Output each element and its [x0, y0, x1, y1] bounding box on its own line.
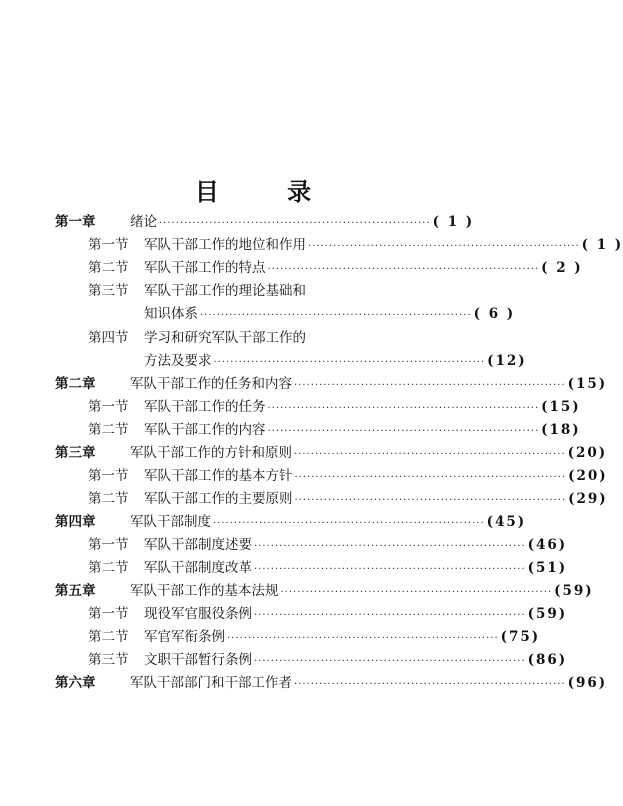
entry-title: 军队干部工作的基本法规 [130, 583, 279, 599]
toc-entry-chapter [55, 212, 475, 234]
page-number: (45) [486, 514, 527, 530]
dot-leader: ································································· [254, 564, 526, 575]
toc-entry-chapter [55, 581, 594, 603]
entry-title: 军队干部工作的基本方针 [144, 468, 293, 484]
page-number: (29) [568, 491, 608, 507]
toc-entry-chapter [55, 443, 608, 465]
dot-leader: ································································· [294, 449, 566, 460]
entry-title: 军队干部工作的理论基础和 [144, 283, 306, 299]
toc-entry-section [88, 604, 568, 626]
page-number: (12) [487, 353, 527, 369]
dot-leader: ································································· [213, 518, 485, 529]
page-number: (59) [527, 606, 568, 622]
page-number: ( 2 ) [541, 260, 583, 276]
toc-entry-section [88, 489, 608, 511]
entry-title: 方法及要求 [144, 353, 212, 369]
entry-title: 军队干部制度改革 [144, 560, 252, 576]
entry-title: 知识体系 [144, 306, 198, 322]
entry-title: 军队干部工作的特点 [144, 260, 266, 276]
entry-title: 军官军衔条例 [144, 629, 225, 645]
dot-leader: ································································· [159, 218, 431, 229]
chapter-number: 第二章 [55, 376, 96, 392]
page-number: (51) [527, 560, 568, 576]
section-number: 第一节 [88, 237, 129, 253]
entry-title: 军队干部制度述要 [144, 537, 252, 553]
dot-leader: ································································· [254, 541, 526, 552]
page-number: (46) [527, 537, 568, 553]
dot-leader: ································································· [227, 633, 499, 644]
chapter-number: 第五章 [55, 583, 96, 599]
page-number: (20) [568, 468, 608, 484]
dot-leader: ································································· [200, 310, 472, 321]
toc-entry-section [88, 328, 442, 348]
entry-title: 军队干部工作的内容 [144, 422, 266, 438]
entry-title: 军队干部工作的方针和原则 [130, 445, 292, 461]
toc-entry-chapter [55, 673, 608, 695]
dot-leader: ································································· [280, 587, 553, 598]
entry-title: 文职干部暂行条例 [144, 652, 252, 668]
page-title: 目 录 [194, 177, 342, 206]
toc-entry-chapter [55, 512, 527, 534]
page-number: ( 6 ) [473, 306, 516, 322]
page-number: (96) [567, 675, 608, 691]
page-number: (15) [567, 376, 608, 392]
toc-entry-section [88, 235, 623, 257]
dot-leader: ································································· [294, 495, 567, 506]
entry-title: 绪论 [130, 214, 157, 230]
section-number: 第一节 [88, 399, 129, 415]
entry-title: 学习和研究军队干部工作的 [144, 330, 306, 346]
dot-leader: ································································· [213, 357, 486, 368]
page-number: (86) [527, 652, 568, 668]
dot-leader: ································································· [254, 656, 526, 667]
section-number: 第四节 [88, 330, 129, 346]
toc-entry-section [88, 535, 568, 557]
toc-entry-section [88, 627, 541, 649]
section-number: 第二节 [88, 260, 129, 276]
page-number: (75) [500, 629, 541, 645]
toc-entry-section [88, 258, 583, 280]
section-number: 第一节 [88, 606, 129, 622]
dot-leader: ································································· [267, 403, 540, 414]
page-number: (18) [541, 422, 581, 438]
toc-entry-continuation [144, 304, 516, 326]
toc-entry-section [88, 650, 568, 672]
entry-title: 现役军官服役条例 [144, 606, 252, 622]
entry-title: 军队干部工作的地位和作用 [144, 237, 306, 253]
section-number: 第三节 [88, 283, 129, 299]
toc-entry-section [88, 558, 568, 580]
page-number: ( 1 ) [581, 237, 623, 253]
dot-leader: ································································· [267, 264, 540, 275]
toc-entry-section [88, 281, 442, 301]
entry-title: 军队干部工作的任务和内容 [130, 376, 292, 392]
dot-leader: ································································· [294, 472, 567, 483]
page-number: (15) [541, 399, 581, 415]
dot-leader: ································································· [308, 241, 580, 252]
chapter-number: 第六章 [55, 675, 96, 691]
chapter-number: 第三章 [55, 445, 96, 461]
entry-title: 军队干部制度 [130, 514, 211, 530]
section-number: 第一节 [88, 537, 129, 553]
section-number: 第二节 [88, 560, 129, 576]
toc-entry-section [88, 420, 581, 442]
page-number: (59) [554, 583, 594, 599]
chapter-number: 第一章 [55, 214, 96, 230]
dot-leader: ································································· [254, 610, 526, 621]
entry-title: 军队干部工作的任务 [144, 399, 266, 415]
dot-leader: ································································· [294, 380, 566, 391]
dot-leader: ································································· [294, 679, 566, 690]
entry-title: 军队干部部门和干部工作者 [130, 675, 292, 691]
section-number: 第二节 [88, 422, 129, 438]
page-number: ( 1 ) [432, 214, 475, 230]
dot-leader: ································································· [267, 426, 540, 437]
section-number: 第二节 [88, 491, 129, 507]
toc-entry-chapter [55, 374, 608, 396]
entry-title: 军队干部工作的主要原则 [144, 491, 293, 507]
page-number: (20) [567, 445, 608, 461]
toc-entry-section [88, 466, 608, 488]
toc-entry-continuation [144, 351, 527, 373]
section-number: 第三节 [88, 652, 129, 668]
toc-entry-section [88, 397, 581, 419]
section-number: 第二节 [88, 629, 129, 645]
chapter-number: 第四章 [55, 514, 96, 530]
section-number: 第一节 [88, 468, 129, 484]
